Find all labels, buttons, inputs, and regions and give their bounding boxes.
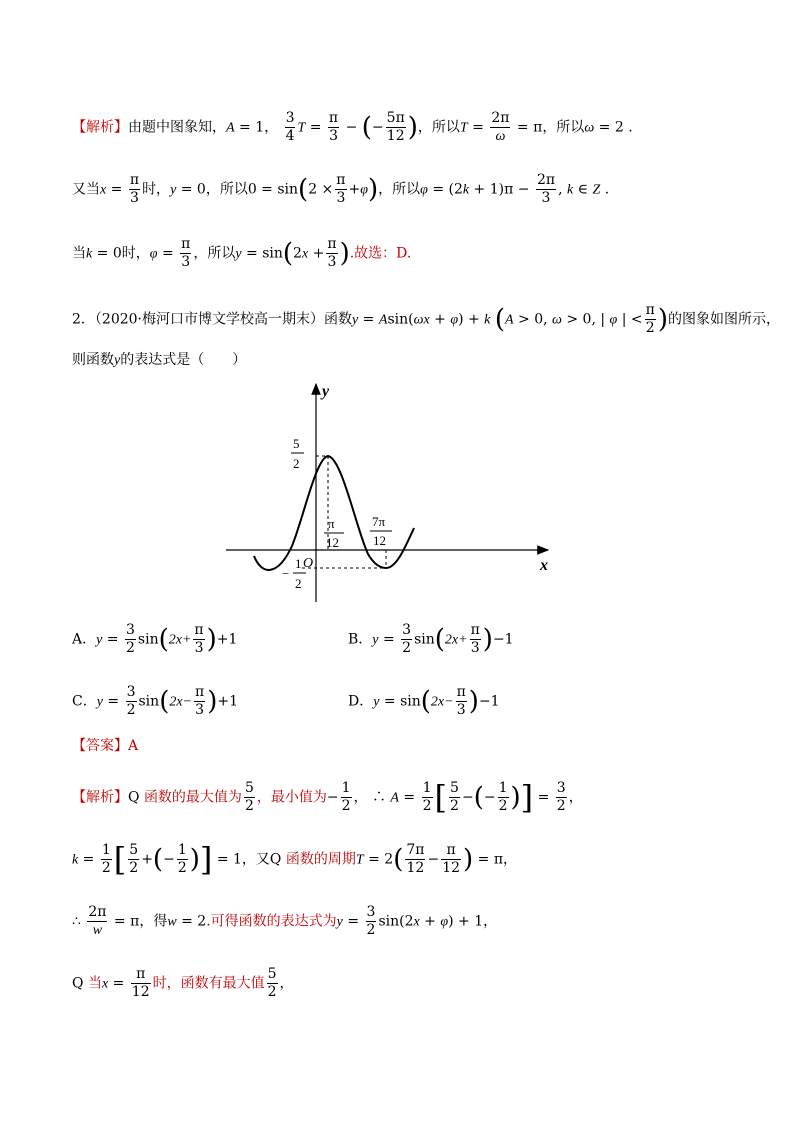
solution2-line4: Q 当x = $\frac{\pi}{12}$ 时，函数有最大值 $\frac{5}{2}$ ， <box>72 966 294 1000</box>
x1-den: 12 <box>326 535 339 550</box>
min-value-sign: − <box>282 566 290 581</box>
x2-den: 12 <box>373 533 386 548</box>
sine-curve <box>254 456 414 570</box>
max-value-den: 2 <box>293 456 300 471</box>
solution2-line3: ∴ $\frac{2\pi}{w}$ = π，得w = 2.可得函数的表达式为y = $\frac{3}{2}$ sin(2x + φ) + 1， <box>72 904 498 938</box>
min-value-num: 1 <box>295 556 302 571</box>
option-b[interactable]: B．y = $\frac{3}{2}$ sin(2x+ $\frac{\pi}{3}$ )−1 <box>348 622 514 656</box>
x1-num: π <box>328 516 335 531</box>
x-axis-label: x <box>540 557 548 574</box>
solution2-line1: 【解析】Q 函数的最大值为 $\frac{5}{2}$ ，最小值为− $\frac{1}{2}$ ， ∴ A = $\frac{1}{2}$ [ $\frac{5}{2}$ −(− $\frac{1}{2}$ )] = $\frac{3}{2}$ ， <box>72 778 583 817</box>
y-axis-label: y <box>322 383 330 400</box>
solution1-line2: 又当x = $\frac{\pi}{3}$ 时，y = 0，所以0 = sin(2 × $\frac{\pi}{3}$ +φ)，所以φ = (2k + 1)π − $\frac{2\pi}{3}$ , k ∈ Z . <box>72 172 610 206</box>
answer-tag: 【答案】 <box>72 738 128 754</box>
question2-stem-line1: 2．（2020·梅河口市博文学校高一期末）函数y = Asin(ωx + φ) + k (A > 0, ω > 0, | φ | < $\frac{\pi}{2}$ )的图象如图所示， <box>72 302 780 336</box>
max-value-num: 5 <box>293 436 300 451</box>
origin-label: O <box>303 556 314 571</box>
question-source: （2020·梅河口市博文学校高一期末） <box>94 311 325 328</box>
analysis-tag: 【解析】 <box>72 119 128 136</box>
option-c[interactable]: C．y = $\frac{3}{2}$ sin(2x− $\frac{\pi}{3}$ )+1 <box>72 684 239 718</box>
solution1-line1: 【解析】由题中图象知，A = 1， $\frac{3}{4}$ T = $\frac{\pi}{3}$ − (− $\frac{5\pi}{12}$ )，所以T = $\frac{2\pi}{\omega}$ = π，所以ω = 2 . <box>72 110 633 144</box>
question2-stem-line2: 则函数y的表达式是（ ） <box>72 352 247 368</box>
function-graph <box>220 378 560 608</box>
min-value-den: 2 <box>295 576 302 591</box>
solution2-line2: k = $\frac{1}{2}$ [ $\frac{5}{2}$ +(− $\frac{1}{2}$ )] = 1，又Q 函数的周期T = 2( $\frac{7\pi}{12}$ − $\frac{\pi}{12}$ ) = π， <box>72 840 518 879</box>
option-d[interactable]: D．y = sin(2x− $\frac{\pi}{3}$ )−1 <box>348 684 500 718</box>
option-a[interactable]: A．y = $\frac{3}{2}$ sin(2x+ $\frac{\pi}{3}$ )+1 <box>72 622 238 656</box>
answer-line <box>72 736 138 756</box>
answer-value: A <box>128 738 139 754</box>
x2-num: 7π <box>372 514 386 529</box>
solution1-line3: 当k = 0时，φ = $\frac{\pi}{3}$ ，所以y = sin(2x + $\frac{\pi}{3}$ ).故选：D. <box>72 236 412 270</box>
